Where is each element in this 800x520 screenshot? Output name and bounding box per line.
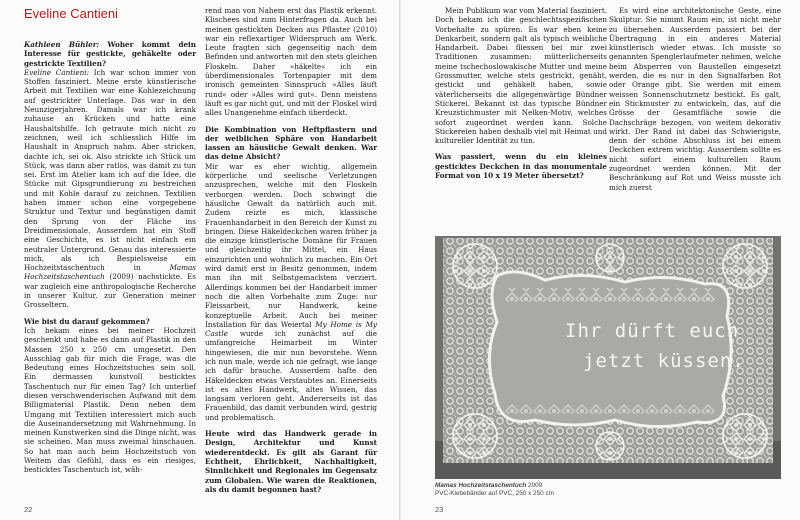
page-number: 23 [435,505,444,514]
body-paragraph: rend man von Nahem erst das Plastik erkennt. Klischees sind zum Hinterfragen da. Auch bei meinen gestickten Decken aus Pflaster (2010) war ein reflexartiger Widerspruch am Werk. Leute fragten sich gegenseitig nach dem Befinden und antworten mit den stets gleichen Floskeln. Daher »häkelte« ich ein überdimensionales Tortenpapier mit dem ironisch gemeinten Sinnspruch »Alles läuft rund« oder »Alles wird gut«. Denn meistens läuft es gar nicht gut, und mit der Floskel wird alles Unangenehme einfach überdeckt. [205,6,377,118]
answer-paragraph: Eveline Cantieni: Ich war schon immer von Stoffen fasziniert. Meine erste künstlerische Arbeit mit Textilien war eine Kohlezeichnung auf gestrickter Unterlage. Das war in den Neunzigerjahren. Damals war ich krank zuhause an Krücken und hatte eine Haushaltshilfe. Ich getraute mich nicht zu zeichnen, weil ich schliesslich Hilfe im Haushalt in Anspruch nahm. Aber stricken, dachte ich, sei ok. Also strickte ich Stück um Stück, was dann aber ratlos, was damit zu tun sei. Erst im Atelier kam ich auf die Idee, die Stücke mit Gipsgrundierung zu bestreichen und mit Kohle darauf zu zeichnen. Textilien haben immer schon eine vorgegebene Struktur und Textur und begünstigen damit den Sprung von der Fläche ins Dreidimensionale. Ausserdem hat ein Stoff eine Geschichte, es ist nicht einfach ein neutraler Untergrund. Genau das interessierte mich, als ich Bespielsweise ein Hochzeitstaschentuch in Mamas Hochzeitstaschentuch (2009) nachstickte. Es war zugleich eine anthropologische Recherche in unserer Kultur, zur Generation meiner Grosseltern. [24,67,197,310]
caption-title: Mamas Hochzeitstaschentuch [435,482,527,489]
body-paragraph: Mein Publikum war vom Material fasziniert. Doch bekam ich die geschlechtsspezifischen Vorbehalte zu spüren. Es war eben keine Denkarbeit, sondern galt als typisch weibliche Handarbeit. Dabei fliessen bei mir zwei Traditionen zusammen: mütterlicherseits meine tschechoslowakische Mutter und meine Grossmutter, welche stets gestrickt, genäht, gestickt und gehäkelt haben, sowie väterlicherseits die allgegenwärtige Bündner Stickerei. Bekannt ist das typische Bündner Kreuzstichmuster mit Nelken-Motiv, welches sofort zugeordnet werden kann. Solche Stickereien haben deshalb viel mit Heimat und kultureller Identität zu tun. [435,6,607,146]
work-title: My Home is My Castle [205,319,377,339]
image-caption [435,482,554,498]
answer-paragraph: Mir war es eher wichtig, allgemein körperliche und seelische Verletzungen anzusprechen, welche mit den Floskeln verborgen werden. Doch schwingt die häusliche Gewalt da natürlich auch mit. Zudem reizte es mich, klassische Frauenhandarbeit in den Bereich der Kunst zu bringen. Diese Häkeldeckchen waren früher ja die einzige künstlerische Domäne für Frauen und gleichzeitig ihr Mittel, ein Haus einzurichten und wohnlich zu machen. Ein Ort wird damit erst in Besitz genommen, indem man ihn mit Selbstgemachtem verziert. Allerdings kommen bei der Handarbeit immer noch die alten Vorbehalte zum Zuge: nur Fleissarbeit, nur Handwerk, keine konzeptuelle Arbeit. Auch bei meiner Installation für das Weiertal My Home is My Castle wurde ich zunächst auf die umfangreiche Heimarbeit im Winter hingewiesen, die mir nun bevorstehe. Wenn ich nun male, werde ich nie gefragt, wie lange ich dafür brauche. Ausserdem hafte den Häkeldecken etwas Verstaubtes an. Einerseits ist es altes Handwerk, altes Wissen, das langsam verloren geht. Andererseits ist das Frauenbild, das damit verbunden wird, gestrig und problematisch. [205,161,377,422]
right-column-2 [609,6,781,192]
work-title: Mamas Hochzeitstaschentuch [24,263,196,282]
answer-paragraph: Ich bekam eines bei meiner Hochzeit geschenkt und habe es dann auf Plastik in den Massen 250 x 250 cm umgesetzt. Den Ausschlag gab für mich die Frage, was die Bedeutung eines Hochzeitstuches sein soll. Ein dermassen kunstvoll bestickt​es Taschentuch nur für einen Tag? Ich unterlief diesen verschwenderischen Aufwand mit dem Billigmaterial Plastik. Denn neben dem Umgang mit Textilien interessiert mich auch die Auseinandersetzung mit Wahrnehmung. In meinen Kunstwerken sind die Dinge nicht, was sie scheinen. Man muss zweimal hinschauen. So hat man auch beim Hochzeitstuch von Weitem das Gefühl, dass es ein riesiges, besticktes Taschentuch ist, wäh- [24,325,196,475]
left-page [0,0,399,520]
left-column-2 [205,6,377,494]
page-title: Eveline Cantieni [24,6,118,21]
answer-paragraph: Es wird eine architektonische Geste, eine Skulptur. Sie nimmt Raum ein, ist nicht mehr zu übersehen. Ausserdem passiert bei der Übertragung in ein anderes Material künstlerisch wieder etwas. Ich musste so genannten Spenglerlaufmeter nehmen, welche beim Absperren von Baustellen eingesetzt werden, die es nur in den Signalfarben Rot oder Orange gibt. Sie werden mit einem weissen Sonnenschutznetz bestickt. Es galt, ein Stickmuster zu entwickeln, das, auf die Grösse der Gesamtfläche sowie die Dachschräge bezogen, von weitem dekorativ wirkt. Der Rand ist dabei das Schwierigste, denn der schöne Abschluss ist bei einem Deckchen extrem wichtig. Ausserdem sollte es nicht sofort einem kulturellen Raum zugeordnet werden können. Mit der Beschränkung auf Rot und Weiss musste ich mich zuerst [609,6,781,192]
question: Die Kombination von Heftpflastern und der weiblichen Sphäre von Handarbeit lassen an häusliche Gewalt denken. War das deine Absicht? [205,124,377,162]
artwork-photo [435,236,781,479]
left-column-1 [24,6,196,475]
lace-inscription-line-1: Ihr dürft euch [565,320,740,342]
question: Was passiert, wenn du ein kleines gesticktes Deckchen in das monumentale Format von 10 x 19 Meter übersetzt? [435,152,607,181]
caption-year: 2009 [526,482,543,489]
right-column-1 [435,6,607,180]
question: Kathleen Bühler: Woher kommt dein Interesse für gestickte, gehäkelte oder gestrickte Textilien? [24,40,196,68]
right-page [401,0,800,520]
artist-name: Eveline Cantieni: [24,67,89,77]
lace-inscription-line-2: jetzt küssen. [583,350,745,372]
interviewer-name: Kathleen Bühler: [24,40,100,49]
page-number: 22 [24,505,33,514]
question: Wie bist du darauf gekommen? [24,316,150,326]
caption-details: PVC-Klebebänder auf PVC, 250 x 250 cm [435,490,555,497]
question: Heute wird das Handwerk gerade in Design, Architektur und Kunst wiederentdeckt. Es gilt als Garant für Echtheit, Ehrlichkeit, Nachhaltigkeit, Sinnlichkeit und Regionales im Gegensatz zum Globalen. Wie waren die Reaktionen, als du damit begonnen hast? [205,429,377,494]
